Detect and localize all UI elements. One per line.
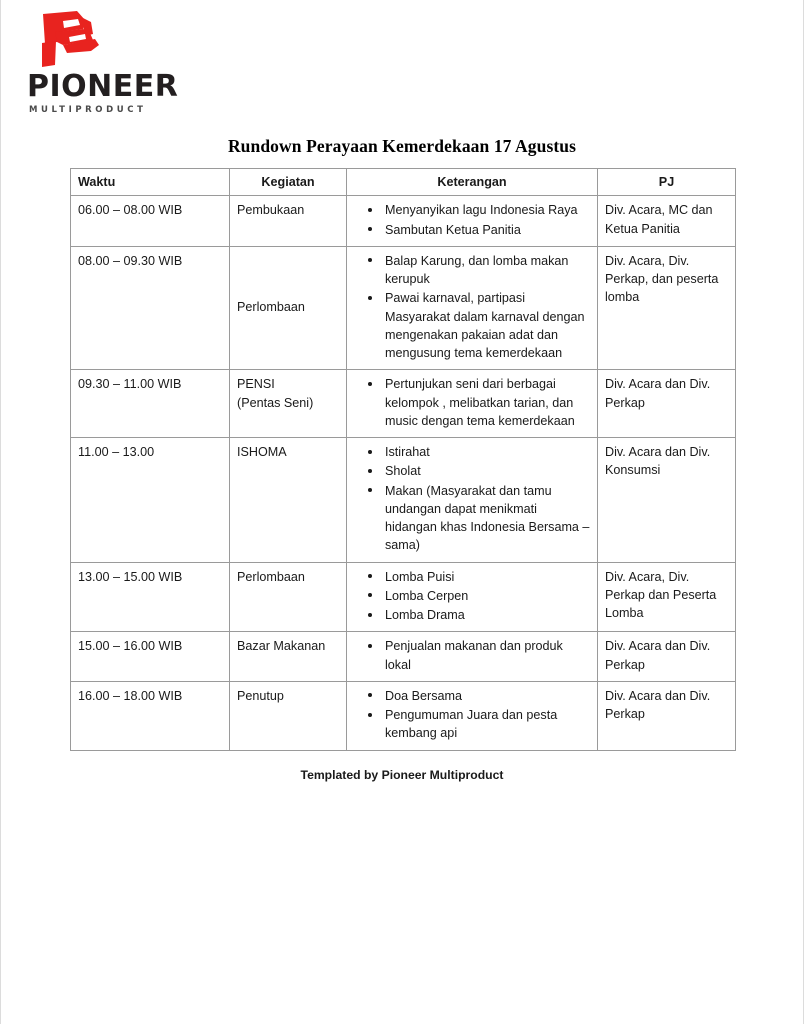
cell-pj: Div. Acara dan Div. Perkap bbox=[598, 681, 736, 750]
table-body bbox=[71, 196, 736, 750]
list-item-text: Pawai karnaval, partipasi Masyarakat dalam karnaval dengan mengenakan pakaian adat dan mengusung tema kemerdekaan bbox=[385, 291, 585, 360]
brand-wordmark: PIONEER bbox=[27, 69, 179, 104]
table-header-row bbox=[71, 169, 736, 196]
table-row bbox=[71, 681, 736, 750]
keterangan-list bbox=[354, 687, 590, 743]
column-header-pj: PJ bbox=[598, 169, 736, 196]
cell-kegiatan: PENSI (Pentas Seni) bbox=[230, 370, 347, 438]
cell-kegiatan: ISHOMA bbox=[230, 438, 347, 563]
brand-logo bbox=[27, 8, 177, 115]
list-item-text: Menyanyikan lagu Indonesia Raya bbox=[385, 203, 578, 218]
keterangan-list bbox=[354, 568, 590, 625]
bullet-icon bbox=[368, 488, 372, 492]
list-item-text: Pertunjukan seni dari berbagai kelompok , melibatkan tarian, dan music dengan tema kemerdekaan bbox=[385, 377, 575, 428]
table-row bbox=[71, 632, 736, 682]
bullet-icon bbox=[368, 258, 372, 262]
cell-waktu: 08.00 – 09.30 WIB bbox=[71, 246, 230, 370]
list-item bbox=[385, 637, 590, 674]
list-item-text: Penjualan makanan dan produk lokal bbox=[385, 639, 563, 672]
document-footer: Templated by Pioneer Multiproduct bbox=[300, 768, 504, 782]
keterangan-list bbox=[354, 637, 590, 674]
cell-kegiatan: Bazar Makanan bbox=[230, 632, 347, 682]
keterangan-list bbox=[354, 375, 590, 430]
bullet-icon bbox=[368, 227, 372, 231]
keterangan-list bbox=[354, 443, 590, 555]
cell-pj: Div. Acara dan Div. Perkap bbox=[598, 370, 736, 438]
list-item-text: Lomba Cerpen bbox=[385, 588, 469, 603]
list-item bbox=[385, 201, 590, 219]
table-row bbox=[71, 196, 736, 247]
list-item-text: Lomba Drama bbox=[385, 608, 465, 622]
list-item-text: Lomba Puisi bbox=[385, 569, 455, 584]
list-item-text: Istirahat bbox=[385, 445, 430, 459]
cell-keterangan bbox=[347, 632, 598, 682]
list-item bbox=[385, 482, 590, 555]
cell-waktu: 16.00 – 18.00 WIB bbox=[71, 681, 230, 750]
cell-kegiatan: Penutup bbox=[230, 681, 347, 750]
cell-keterangan bbox=[347, 196, 598, 247]
cell-pj: Div. Acara, Div. Perkap dan Peserta Lomba bbox=[598, 562, 736, 632]
list-item-text: Pengumuman Juara dan pesta kembang api bbox=[385, 708, 558, 741]
bullet-icon bbox=[368, 450, 372, 454]
cell-kegiatan: Perlombaan bbox=[230, 562, 347, 632]
bullet-icon bbox=[368, 613, 372, 617]
cell-waktu: 09.30 – 11.00 WIB bbox=[71, 370, 230, 438]
cell-keterangan bbox=[347, 562, 598, 632]
cell-waktu: 06.00 – 08.00 WIB bbox=[71, 196, 230, 247]
list-item bbox=[385, 443, 590, 461]
bullet-icon bbox=[368, 296, 372, 300]
cell-waktu: 13.00 – 15.00 WIB bbox=[71, 562, 230, 632]
list-item-text: Sambutan Ketua Panitia bbox=[385, 222, 521, 237]
list-item bbox=[385, 375, 590, 430]
cell-keterangan bbox=[347, 681, 598, 750]
bullet-icon bbox=[368, 644, 372, 648]
cell-keterangan bbox=[347, 370, 598, 438]
cell-pj: Div. Acara, Div. Perkap, dan peserta lomba bbox=[598, 246, 736, 370]
bullet-icon bbox=[368, 593, 372, 597]
cell-waktu: 11.00 – 13.00 bbox=[71, 438, 230, 563]
list-item bbox=[385, 289, 590, 362]
cell-kegiatan: Perlombaan bbox=[230, 246, 347, 370]
list-item bbox=[385, 706, 590, 743]
column-header-kegiatan: Kegiatan bbox=[230, 169, 347, 196]
list-item bbox=[385, 252, 590, 289]
column-header-waktu: Waktu bbox=[71, 169, 230, 196]
rundown-table bbox=[70, 168, 736, 751]
cell-keterangan bbox=[347, 438, 598, 563]
cell-pj: Div. Acara, MC dan Ketua Panitia bbox=[598, 196, 736, 247]
keterangan-list bbox=[354, 201, 590, 239]
list-item-text: Balap Karung, dan lomba makan kerupuk bbox=[385, 253, 569, 286]
cell-pj: Div. Acara dan Div. Konsumsi bbox=[598, 438, 736, 563]
cell-keterangan bbox=[347, 246, 598, 370]
bullet-icon bbox=[368, 208, 372, 212]
keterangan-list bbox=[354, 252, 590, 363]
pioneer-p-logo-icon bbox=[33, 8, 105, 70]
table-row bbox=[71, 370, 736, 438]
list-item-text: Doa Bersama bbox=[385, 688, 462, 703]
bullet-icon bbox=[368, 382, 372, 386]
bullet-icon bbox=[368, 713, 372, 717]
list-item bbox=[385, 462, 590, 480]
column-header-keterangan: Keterangan bbox=[347, 169, 598, 196]
table-row bbox=[71, 246, 736, 370]
list-item-text: Sholat bbox=[385, 464, 421, 479]
page-title: Rundown Perayaan Kemerdekaan 17 Agustus bbox=[227, 136, 577, 156]
table-row bbox=[71, 438, 736, 563]
brand-tagline: MULTIPRODUCT bbox=[29, 105, 147, 115]
list-item bbox=[385, 587, 590, 605]
list-item-text: Makan (Masyarakat dan tamu undangan dapat menikmati hidangan khas Indonesia Bersama – sama) bbox=[385, 483, 590, 553]
bullet-icon bbox=[368, 469, 372, 473]
list-item bbox=[385, 221, 590, 239]
cell-pj: Div. Acara dan Div. Perkap bbox=[598, 632, 736, 682]
cell-waktu: 15.00 – 16.00 WIB bbox=[71, 632, 230, 682]
bullet-icon bbox=[368, 574, 372, 578]
cell-kegiatan: Pembukaan bbox=[230, 196, 347, 247]
list-item bbox=[385, 687, 590, 705]
bullet-icon bbox=[368, 693, 372, 697]
list-item bbox=[385, 568, 590, 586]
table-row bbox=[71, 562, 736, 632]
list-item bbox=[385, 606, 590, 624]
